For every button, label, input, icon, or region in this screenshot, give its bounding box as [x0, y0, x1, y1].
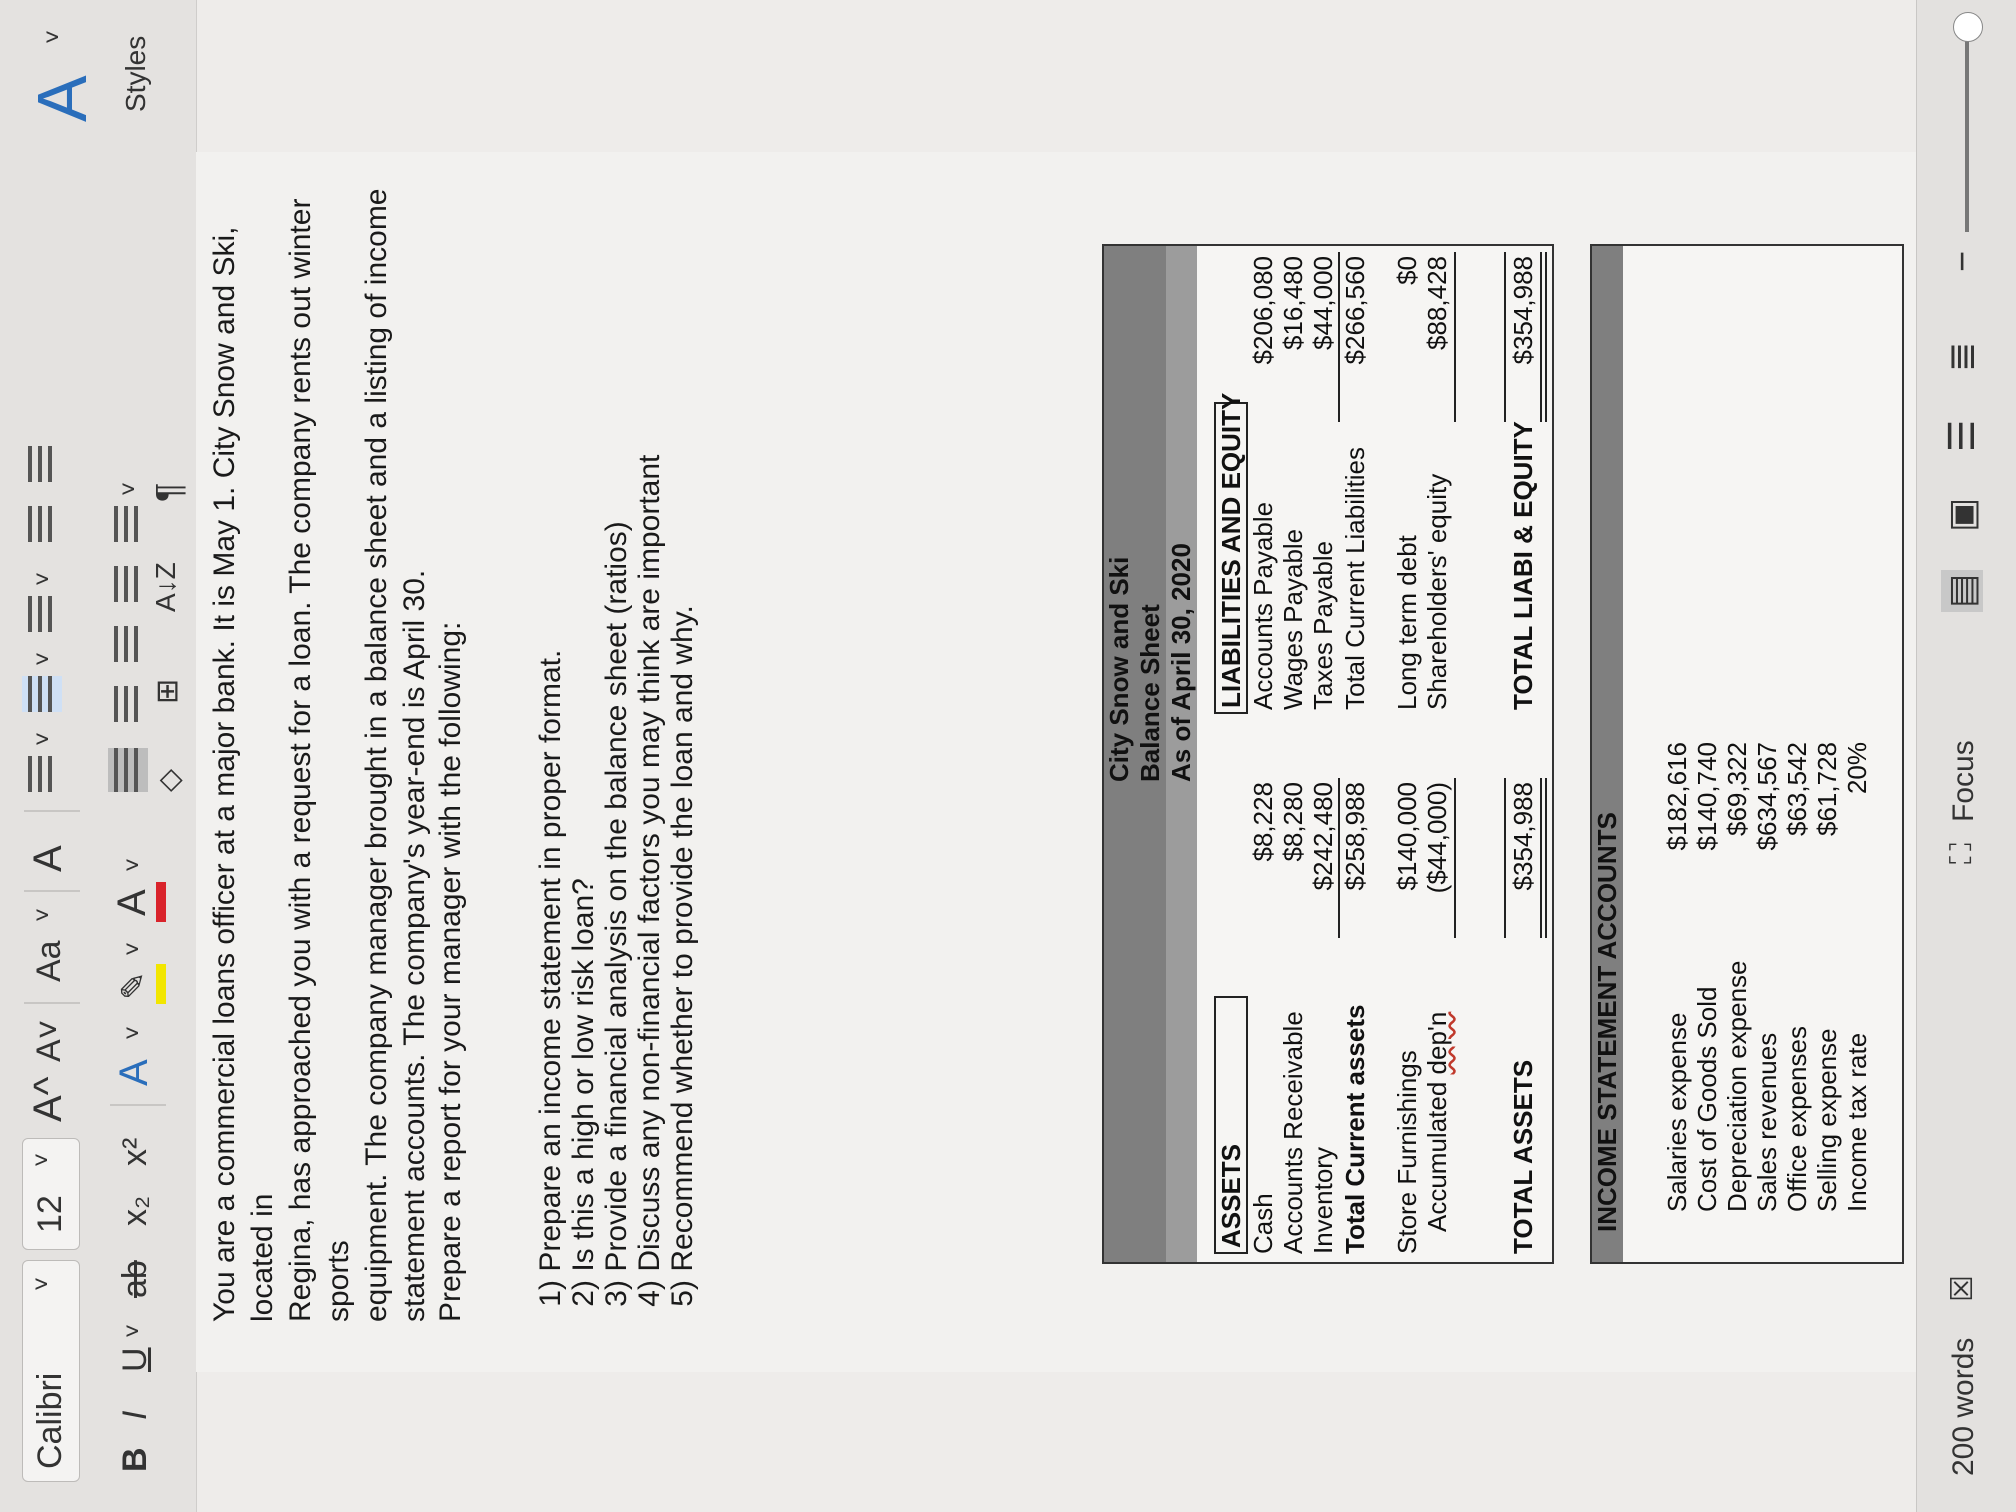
highlight-button[interactable] — [114, 964, 166, 1004]
change-case-button[interactable]: Aa — [30, 940, 68, 982]
shading-icon[interactable]: ◇ — [153, 768, 186, 792]
word-count[interactable]: 200 words — [1947, 1337, 1980, 1476]
income-value: $63,542 — [1782, 742, 1812, 836]
total-assets-value: $354,988 — [1508, 782, 1538, 891]
accum-dep-value: ($44,000) — [1422, 782, 1452, 894]
liability-value: $16,480 — [1278, 256, 1308, 350]
asset-label: Cash — [1248, 1193, 1278, 1254]
liability-label: Accounts Payable — [1248, 501, 1278, 710]
double-underline — [1545, 252, 1547, 422]
font-name-box[interactable] — [22, 1260, 80, 1482]
total-current-assets-label: Total Current assets — [1340, 1004, 1370, 1254]
shareholders-equity-label: Shareholders' equity — [1422, 473, 1452, 710]
company-name: City Snow and Ski — [1104, 556, 1134, 782]
web-layout-icon[interactable]: ▣ — [1941, 497, 1982, 532]
borders-icon[interactable]: ⊞ — [151, 678, 184, 704]
chevron-down-icon[interactable]: ˅ — [116, 481, 143, 496]
chevron-down-icon[interactable]: ˅ — [120, 1323, 147, 1338]
chevron-down-icon[interactable]: ˅ — [30, 731, 57, 746]
outline-view-icon[interactable]: ☰ — [1941, 419, 1982, 452]
store-furnishings-value: $140,000 — [1392, 782, 1422, 891]
income-value: $182,616 — [1662, 742, 1692, 851]
chevron-down-icon[interactable]: ˅ — [29, 1152, 56, 1167]
underline-button[interactable]: U — [116, 1347, 154, 1372]
liability-value: $44,000 — [1308, 256, 1338, 350]
align-right-icon[interactable] — [108, 626, 148, 662]
styles-pane-button[interactable]: A — [23, 75, 101, 122]
draft-view-icon[interactable]: ≣ — [1941, 341, 1982, 372]
styles-label: Styles — [120, 35, 151, 112]
income-accounts-table — [1590, 244, 1904, 1264]
superscript-button[interactable]: x² — [116, 1137, 154, 1166]
font-size-box[interactable] — [22, 1138, 80, 1250]
long-term-debt-label: Long term debt — [1392, 535, 1422, 710]
highlight-color-swatch — [156, 964, 166, 1004]
align-left-icon[interactable] — [108, 748, 148, 792]
zoom-out-icon[interactable]: − — [1941, 250, 1982, 272]
focus-button[interactable]: Focus — [1947, 740, 1980, 822]
income-header-row — [1592, 246, 1623, 1262]
intro-line: statement accounts. The company's year-end is April 30. — [398, 569, 431, 1322]
subscript-button[interactable]: x₂ — [116, 1195, 154, 1226]
income-label: Salaries expense — [1662, 1012, 1692, 1212]
intro-line: Regina, has approached you with a request for a loan. The company rents out winter sports — [284, 198, 355, 1322]
underline — [1504, 252, 1506, 422]
proofing-icon[interactable]: ☒ — [1946, 1275, 1979, 1302]
accum-dep-label: Accumulated dep'n — [1422, 1011, 1452, 1232]
double-underline — [1540, 252, 1542, 422]
income-label: Office expenses — [1782, 1026, 1812, 1212]
ribbon-separator — [24, 1002, 80, 1004]
grow-font-button[interactable]: A^ — [26, 1076, 70, 1122]
liability-value: $206,080 — [1248, 256, 1278, 365]
spelling-error[interactable]: dep'n — [1422, 1011, 1452, 1075]
balance-sheet-table — [1102, 244, 1554, 1264]
assets-header: ASSETS — [1214, 996, 1248, 1254]
total-current-liabilities-value: $266,560 — [1340, 256, 1370, 365]
font-color-button[interactable] — [110, 882, 166, 922]
decrease-indent-icon[interactable] — [22, 506, 62, 542]
ribbon-separator — [24, 890, 80, 892]
chevron-down-icon[interactable]: ˅ — [30, 571, 57, 586]
chevron-down-icon[interactable]: ˅ — [30, 907, 57, 922]
bs-header-row — [1166, 246, 1197, 1262]
numbering-icon[interactable] — [22, 676, 62, 712]
zoom-slider-thumb[interactable] — [1953, 12, 1983, 42]
focus-icon[interactable]: ⛶ — [1945, 843, 1978, 864]
income-value: $140,740 — [1692, 742, 1722, 851]
underline — [1454, 778, 1456, 938]
asset-value: $242,480 — [1308, 782, 1338, 891]
total-liab-equity-value: $354,988 — [1508, 256, 1538, 365]
income-label: Sales revenues — [1752, 1032, 1782, 1212]
font-color-glyph: A — [110, 889, 154, 916]
income-value: $61,728 — [1812, 742, 1842, 836]
bullets-icon[interactable] — [22, 756, 62, 792]
print-layout-icon[interactable]: ▤ — [1941, 570, 1983, 612]
formatting-ribbon — [0, 0, 197, 1512]
total-assets-label: TOTAL ASSETS — [1508, 1059, 1538, 1254]
chevron-down-icon[interactable]: ˅ — [40, 29, 67, 44]
liability-label: Wages Payable — [1278, 528, 1308, 710]
liabilities-header: LIABILITIES AND EQUITY — [1214, 402, 1248, 714]
underline — [1454, 252, 1456, 422]
sort-button[interactable]: A↓Z — [150, 562, 181, 612]
income-label: Income tax rate — [1842, 1032, 1872, 1212]
text-effects-button[interactable]: A — [112, 1059, 156, 1086]
show-formatting-button[interactable]: ¶ — [148, 482, 189, 502]
chevron-down-icon[interactable]: ˅ — [29, 1276, 56, 1291]
total-current-liabilities-label: Total Current Liabilities — [1340, 446, 1370, 710]
pen-icon: ✎ — [115, 971, 153, 1000]
income-value: 20% — [1842, 742, 1872, 795]
list-item: 3) Provide a financial analysis on the balance sheet (ratios) — [600, 521, 633, 1307]
status-bar — [1916, 0, 2016, 1512]
task-list — [534, 455, 699, 1314]
font-name: Calibri — [31, 1372, 69, 1469]
total-liab-equity-label: TOTAL LIABI & EQUITY — [1508, 421, 1538, 710]
intro-paragraph — [206, 152, 434, 1322]
liability-label: Taxes Payable — [1308, 540, 1338, 710]
ribbon-separator — [24, 810, 80, 812]
long-term-debt-value: $0 — [1392, 256, 1422, 285]
income-label: Depreciation expense — [1722, 960, 1752, 1212]
store-furnishings-label: Store Furnishings — [1392, 1050, 1422, 1254]
intro-line: You are a commercial loans officer at a major bank. It is May 1. City Snow and Ski, located in — [208, 226, 279, 1322]
asset-value: $8,280 — [1278, 782, 1308, 862]
chevron-down-icon[interactable]: ˅ — [120, 1025, 147, 1040]
chevron-down-icon[interactable]: ˅ — [120, 857, 147, 872]
income-value: $69,322 — [1722, 742, 1752, 836]
line-spacing-icon[interactable] — [108, 506, 148, 542]
font-size: 12 — [31, 1195, 69, 1233]
double-underline — [1540, 778, 1542, 938]
underline — [1504, 778, 1506, 938]
zoom-slider[interactable] — [1965, 32, 1969, 232]
list-item: 5) Recommend whether to provide the loan and why. — [666, 605, 699, 1307]
intro-line: equipment. The company manager brought in a balance sheet and a listing of income — [360, 188, 393, 1322]
income-value: $634,567 — [1752, 742, 1782, 851]
income-label: Cost of Goods Sold — [1692, 986, 1722, 1212]
clear-formatting-button[interactable]: A — [26, 845, 70, 872]
shrink-font-button[interactable]: A˅ — [30, 1019, 68, 1062]
bold-button[interactable]: B — [116, 1447, 154, 1472]
justify-icon[interactable] — [108, 566, 148, 602]
increase-indent-icon[interactable] — [22, 446, 62, 482]
asset-value: $8,228 — [1248, 782, 1278, 862]
income-label: Selling expense — [1812, 1028, 1842, 1212]
ribbon-separator — [110, 1104, 166, 1106]
list-item: 4) Discuss any non-financial factors you may think are important — [633, 454, 666, 1307]
asset-label: Accounts Receivable — [1278, 1011, 1308, 1254]
statement-date: As of April 30, 2020 — [1166, 543, 1196, 782]
strikethrough-button[interactable]: ab — [116, 1260, 154, 1298]
italic-button[interactable]: I — [116, 1410, 154, 1420]
bs-header-row — [1104, 246, 1135, 1262]
double-underline — [1545, 778, 1547, 938]
multilevel-list-icon[interactable] — [22, 596, 62, 632]
font-color-swatch — [156, 882, 166, 922]
shareholders-equity-value: $88,428 — [1422, 256, 1452, 350]
list-item: 2) Is this a high or low risk loan? — [567, 878, 600, 1307]
total-current-assets-value: $258,988 — [1340, 782, 1370, 891]
align-center-icon[interactable] — [108, 686, 148, 722]
chevron-down-icon[interactable]: ˅ — [30, 651, 57, 666]
list-item: 1) Prepare an income statement in proper format. — [534, 649, 567, 1307]
bs-header-row — [1135, 246, 1166, 1262]
asset-label: Inventory — [1308, 1147, 1338, 1254]
statement-title: Balance Sheet — [1135, 604, 1165, 782]
income-header: INCOME STATEMENT ACCOUNTS — [1592, 812, 1622, 1232]
chevron-down-icon[interactable]: ˅ — [120, 941, 147, 956]
prompt-line: Prepare a report for your manager with the following: — [434, 621, 467, 1322]
